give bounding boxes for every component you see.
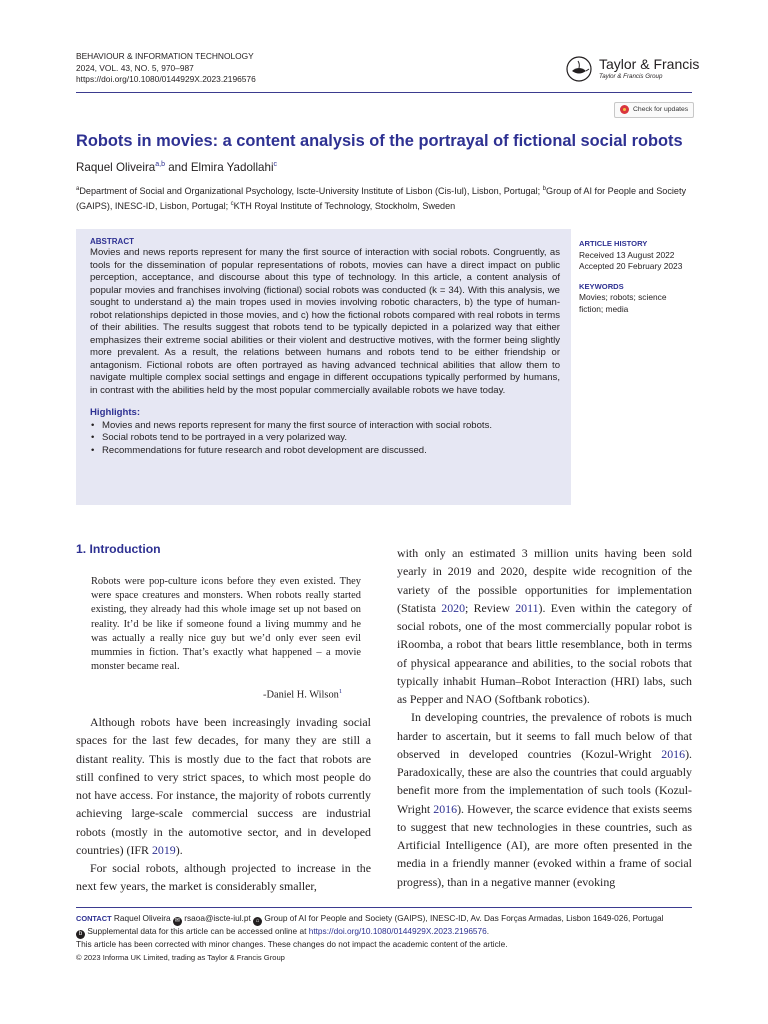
publisher-logo xyxy=(566,56,700,82)
contact-name: Raquel Oliveira xyxy=(113,913,171,923)
affil-sup-a: a xyxy=(76,186,80,192)
author-1-affil-sup[interactable]: a,b xyxy=(155,161,165,168)
author-1[interactable]: Raquel Oliveira xyxy=(76,160,156,174)
epigraph: Robots were pop-culture icons before they even existed. They were space creatures and monsters. When robots really started existing, they already had this whole image set up not based on reality. It’d be like if someone found a living mummy and he was actually a really nice guy but we’d only ever seen evil mummies in fiction. That’s exactly what happened – a movie monster became real. xyxy=(91,576,361,673)
abstract-box xyxy=(76,229,571,505)
affil-sup-b: b xyxy=(542,186,547,192)
text-run: ). xyxy=(175,842,183,857)
keywords-label: KEYWORDS xyxy=(579,281,624,291)
citation-link[interactable]: 2011 xyxy=(515,600,539,615)
check-for-updates-button[interactable] xyxy=(614,102,694,118)
body-column-left xyxy=(76,713,371,896)
abstract-text: Movies and news reports represent for many the first source of interaction with social robots. Congruently, as tools for the dissemination of popular representations of robots, movies can have a direct impact on public perception, acceptance, and discourse about this type of technology. In this article, a content analysis of popular movies and franchises involving (fictional) social robots was conducted (k = 34). With this analysis, we sought to understand a) the main tropes used in movies involving robotic characters, b) the type of human-robot relationships depicted in those movies, and c) how the fictional robots compared with real robots in terms of their abilities. The results suggest that robots tend to be typically depicted in a polarized way that either emphasizes their extreme social abilities or their violent and destructive motives, with the former being slightly more prevalent. As a result, the relations between humans and robots tend to be either friendship or antagonism. Fictional robots are often portrayed as having advanced technical abilities that allow them to navigate multiple complex social settings and engage in different occupations typically performed by humans, in contrast with the abilities held by the most popular commercially available robots we have today. xyxy=(90,247,560,396)
text-run: ). However, the scarce evidence that exists seems to suggest that new technologies in these countries, such as Artificial Intelligence (AI), are more often presented in the media in a friendly manner (evoked within a frame of social progress), than in a negative manner (evoking xyxy=(397,801,692,889)
contact-email[interactable]: rsaoa@iscte-iul.pt xyxy=(184,913,251,923)
keywords-line-2: fiction; media xyxy=(579,303,629,314)
author-2-affil-sup[interactable]: c xyxy=(273,161,278,168)
section-heading: 1. Introduction xyxy=(76,542,161,556)
accepted-date: Accepted 20 February 2023 xyxy=(579,261,683,272)
correction-note: This article has been corrected with minor changes. These changes do not impact the academic content of the article. xyxy=(76,939,508,949)
citation-link[interactable]: 2019 xyxy=(151,842,176,857)
citation-link[interactable]: 2016 xyxy=(433,801,458,816)
footnote-ref[interactable]: 1 xyxy=(338,688,343,695)
text-run: ; Review xyxy=(465,600,516,615)
journal-name: BEHAVIOUR & INFORMATION TECHNOLOGY xyxy=(76,51,254,61)
epigraph-author: -Daniel H. Wilson xyxy=(263,689,339,701)
highlights-list xyxy=(90,420,560,458)
contact-line xyxy=(76,913,701,926)
contact-block xyxy=(76,913,701,949)
highlight-item: • Movies and news reports represent for many the first source of interaction with social robots. xyxy=(90,420,560,433)
journal-doi[interactable]: https://doi.org/10.1080/0144929X.2023.2196576 xyxy=(76,74,256,85)
supplemental-icon: b xyxy=(76,930,85,939)
footer-rule xyxy=(76,907,692,908)
text-run: In developing countries, the prevalence of robots is much harder to ascertain, but it seems to fall much below of that observed in developed countries (Kozul-Wright xyxy=(397,710,692,761)
paragraph: For social robots, although projected to increase in the next few years, the market is considerably smaller, xyxy=(76,861,371,894)
body-column-right xyxy=(397,544,692,891)
journal-volume: 2024, VOL. 43, NO. 5, 970–987 xyxy=(76,62,194,73)
citation-link[interactable]: 2020 xyxy=(441,600,466,615)
affil-a: Department of Social and Organizational Psychology, Iscte-University Institute of Lisbon (Cis-Iul), Lisbon, Portugal; xyxy=(79,186,543,197)
affiliations xyxy=(76,183,696,213)
crossmark-icon xyxy=(620,105,629,114)
publisher-name: Taylor & Francis xyxy=(599,56,700,72)
keywords-line-1: Movies; robots; science xyxy=(579,292,667,303)
text-run: with only an estimated 3 million units having been sold yearly in 2019 and 2020, despite wide recognition of the variety of the possible opportunities for implementation (Statista xyxy=(397,546,692,615)
affil-sup-c: c xyxy=(230,201,234,208)
check-for-updates-label: Check for updates xyxy=(633,106,689,113)
address-icon: ⌂ xyxy=(253,917,262,926)
supplemental-text: Supplemental data for this article can be accessed online at xyxy=(87,926,309,936)
author-line xyxy=(76,157,277,176)
article-title: Robots in movies: a content analysis of the portrayal of fictional social robots xyxy=(76,132,683,150)
affil-b: Group of AI for People and Society (GAIPS), INESC-ID, Lisbon, Portugal; xyxy=(76,186,687,212)
text-run: Although robots have been increasingly invading social spaces for the last few decades, for many they are still a distant reality. This is mostly due to the fact that robots are still confined to very strict spaces, to which most people do not have access. For instance, the majority of robots currently achieving large-scale commercial success are industrial robots (mostly in the automotive sector, and in developed countries) (IFR xyxy=(76,715,371,857)
article-history-label: ARTICLE HISTORY xyxy=(579,239,648,248)
journal-header xyxy=(76,51,256,86)
email-icon: ✉ xyxy=(174,918,180,924)
text-run: ). Paradoxically, these are also the countries that could arguably benefit more from the implementation of such tools (Kozul-Wright xyxy=(397,746,692,816)
publisher-group: Taylor & Francis Group xyxy=(599,73,663,80)
author-and: and xyxy=(168,160,188,174)
supplemental-text-end: . xyxy=(486,926,490,936)
abstract-label: ABSTRACT xyxy=(90,237,134,246)
supplemental-line xyxy=(76,926,701,939)
article-sidebar xyxy=(579,238,699,316)
paragraph xyxy=(397,708,692,891)
contact-label: CONTACT xyxy=(76,914,112,923)
supplemental-link[interactable]: https://doi.org/10.1080/0144929X.2023.2196576 xyxy=(308,926,487,936)
author-2[interactable]: Elmira Yadollahi xyxy=(190,160,274,174)
abstract-content xyxy=(90,237,560,457)
highlight-item: • Social robots tend to be portrayed in a very polarized way. xyxy=(90,432,560,445)
paragraph xyxy=(397,544,692,708)
text-run: ). Even within the category of social robots, one of the most commercially popular robot is iRoomba, a robot that bears little resemblance, both in terms of physical appearance and abilities, to the social robots that typically inhabit Human–Robot Interaction (HRI) labs, such as Pepper and NAO (Softbank robotics). xyxy=(397,600,693,706)
contact-address: Group of AI for People and Society (GAIPS), INESC-ID, Av. Das Forças Armadas, Lisbon 1649-026, Portugal xyxy=(264,913,664,923)
publisher-lamp-icon xyxy=(566,56,594,82)
highlight-item: • Recommendations for future research and robot development are discussed. xyxy=(90,445,560,458)
affil-c: KTH Royal Institute of Technology, Stockholm, Sweden xyxy=(233,201,456,212)
highlights-label: Highlights: xyxy=(90,407,141,418)
epigraph-attribution xyxy=(263,688,342,700)
citation-link[interactable]: 2016 xyxy=(661,746,686,761)
paragraph xyxy=(76,713,371,859)
copyright: © 2023 Informa UK Limited, trading as Taylor & Francis Group xyxy=(76,953,285,962)
received-date: Received 13 August 2022 xyxy=(579,249,675,260)
header-rule xyxy=(76,92,692,93)
